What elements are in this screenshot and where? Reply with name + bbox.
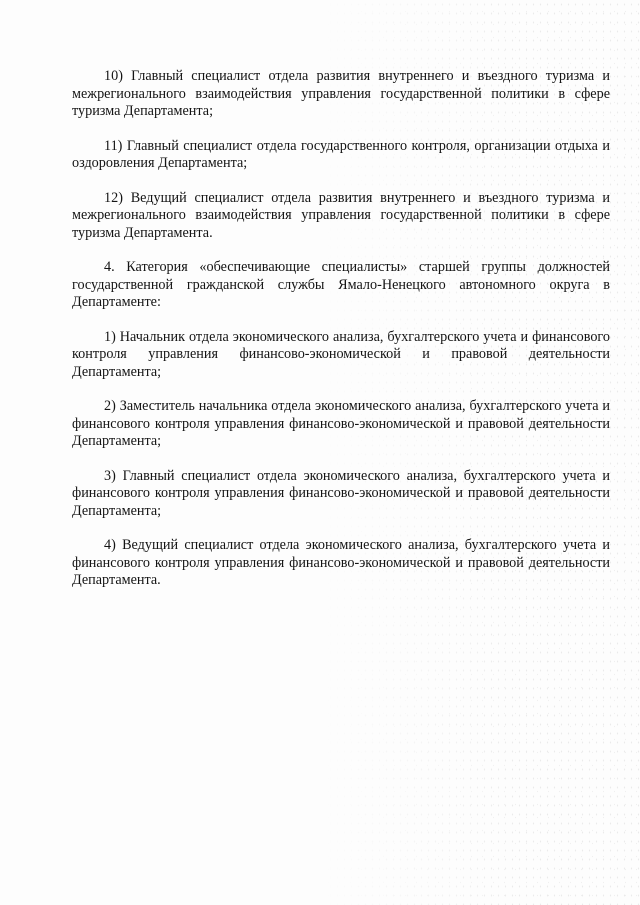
section-4-heading: 4. Категория «обеспечивающие специалисты» старшей группы должностей государственной гражданской службы Ямало-Ненецкого автономного округа в Департаменте: <box>72 259 610 310</box>
document-body <box>72 68 610 607</box>
list-item-2: 2) Заместитель начальника отдела экономического анализа, бухгалтерского учета и финансового контроля управления финансово-экономической и правовой деятельности Департамента; <box>72 398 610 449</box>
list-item-10: 10) Главный специалист отдела развития внутреннего и въездного туризма и межрегионального взаимодействия управления государственной политики в сфере туризма Департамента; <box>72 68 610 119</box>
list-item-3: 3) Главный специалист отдела экономического анализа, бухгалтерского учета и финансового контроля управления финансово-экономической и правовой деятельности Департамента; <box>72 467 610 519</box>
list-item-1: 1) Начальник отдела экономического анализа, бухгалтерского учета и финансового контроля управления финансово-экономической и правовой деятельности Департамента; <box>72 328 610 380</box>
list-item-12: 12) Ведущий специалист отдела развития внутреннего и въездного туризма и межрегионального взаимодействия управления государственной политики в сфере туризма Департамента. <box>72 189 610 241</box>
list-item-4: 4) Ведущий специалист отдела экономического анализа, бухгалтерского учета и финансового контроля управления финансово-экономической и правовой деятельности Департамента. <box>72 537 610 588</box>
list-item-11: 11) Главный специалист отдела государственного контроля, организации отдыха и оздоровления Департамента; <box>72 137 610 171</box>
